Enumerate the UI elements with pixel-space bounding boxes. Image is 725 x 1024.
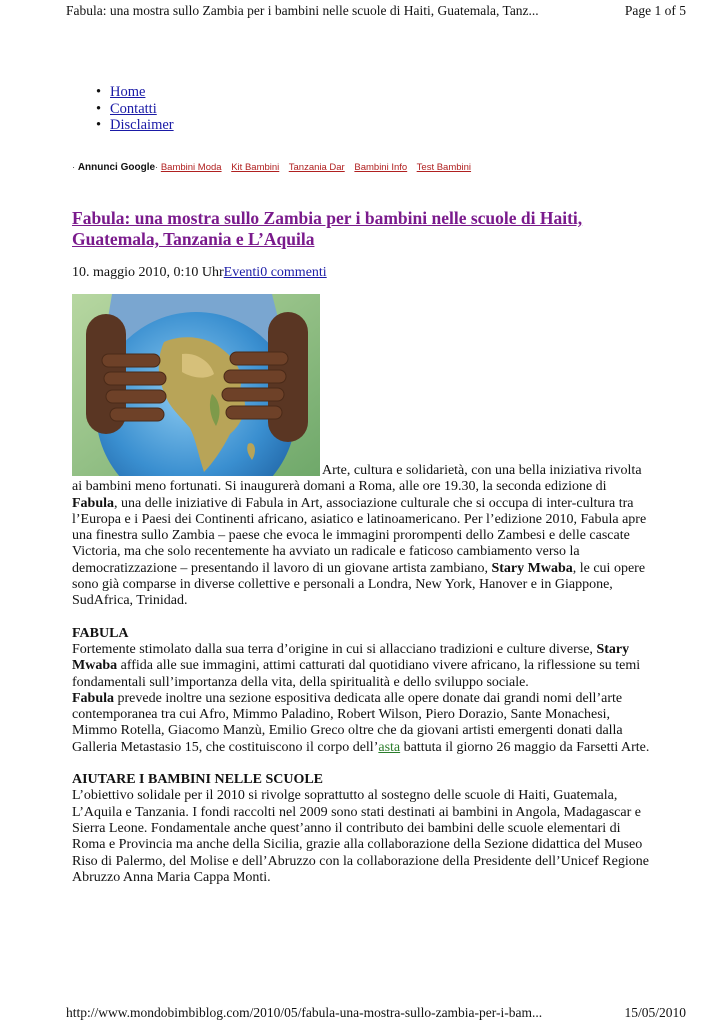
category-link[interactable]: Eventi — [223, 265, 261, 280]
page-url: http://www.mondobimbiblog.com/2010/05/fabula-una-mostra-sullo-zambia-per-i-bam... — [66, 1005, 543, 1020]
ads-label: Annunci Google — [77, 162, 156, 173]
paragraph-fabula-1: Fortemente stimolato dalla sua terra d’origine in cui si allacciano tradizioni e culture diverse, Stary Mwaba affida alle sue immagini, attimi catturati dal quotidiano vivere africano, la riflessione su temi fondamentali sull’importanza della vita, della spiritualità e dello sviluppo sociale. — [72, 641, 641, 690]
page-number: Page 1 of 5 — [624, 3, 686, 18]
nav-link-contatti[interactable]: Contatti — [110, 100, 157, 117]
nav-link-home[interactable]: Home — [110, 84, 146, 100]
comments-link[interactable]: 0 commenti — [260, 265, 327, 280]
print-footer — [66, 1005, 686, 1021]
nav-item-home — [96, 84, 174, 101]
article-date: 10. maggio 2010, 0:10 Uhr — [72, 265, 224, 280]
nav-item-contatti — [96, 101, 174, 118]
google-ads-bar: · Annunci Google· Bambini Moda Kit Bambini Tanzania Dar Bambini Info Test Bambini — [72, 162, 472, 173]
article-body — [72, 463, 650, 886]
asta-link[interactable]: asta — [378, 739, 401, 755]
ad-link-bambini-info[interactable]: Bambini Info — [354, 162, 408, 173]
nav-item-disclaimer — [96, 117, 174, 134]
paragraph-aiutare: L’obiettivo solidale per il 2010 si rivolge soprattutto al sostegno delle scuole di Haiti, Guatemala, L’Aquila e Tanzania. I fondi raccolti nel 2009 sono stati destinati ai bambini in Angola, Madagascar e Sierra Leone. Fondamentale anche quest’anno il contributo dei bambini delle scuole elementari di Roma e Provincia ma anche della Sicilia, grazie alla collaborazione della Sezione didattica del Museo Riso di Palermo, del Molise e dell’Abruzzo con la collaborazione della Presidente dell’Unicef Regione Abruzzo Anna Maria Cappa Monti. — [72, 788, 649, 885]
globe-image — [72, 294, 320, 476]
paragraph-intro: Arte, cultura e solidarietà, con una bella iniziativa rivolta ai bambini meno fortunati. Si inaugurerà domani a Roma, alle ore 19.30, la seconda edizione di Fabula, una delle iniziative di Fabula in Art, associazione culturale che si occupa di inter-cultura tra l’Europa e i Paesi dei Continenti africano, asiatico e latinoamericano. Per l’edizione 2010, Fabula apre una finestra sullo Zambia – paese che evoca le immagini prorompenti dello Zambesi e delle cascate Victoria, ma che solo recentemente ha avviato un radicale e faticoso cambiamento verso la democratizzazione – presentando il lavoro di un giovane artista zambiano, Stary Mwaba, le cui opere sono già comparse in diverse collettive e personali a Londra, New York, Hanover e in Giappone, SudAfrica, Trinidad. — [72, 463, 647, 609]
section-heading-fabula: FABULA — [72, 625, 129, 641]
ad-link-test-bambini[interactable]: Test Bambini — [416, 162, 472, 173]
print-header — [66, 3, 686, 19]
print-header-title: Fabula: una mostra sullo Zambia per i bambini nelle scuole di Haiti, Guatemala, Tanz... — [66, 3, 539, 18]
paragraph-fabula-2: Fabula prevede inoltre una sezione espositiva dedicata alle opere donate dai grandi nomi dell’arte contemporanea tra cui Afro, Mimmo Paladino, Robert Wilson, Piero Dorazio, Sante Monachesi, Mimmo Rotella, Giacomo Manzù, Emilio Greco oltre che da giovani artisti emergenti donati dalla Galleria Metastasio 15, che costituiscono il corpo dell’asta battuta il giorno 26 maggio da Farsetti Arte. — [72, 690, 650, 755]
print-date: 15/05/2010 — [624, 1005, 686, 1020]
site-nav — [96, 84, 174, 134]
article-meta — [72, 265, 327, 281]
article-title[interactable]: Fabula: una mostra sullo Zambia per i bambini nelle scuole di Haiti, Guatemala, Tanzania e L’Aquila — [72, 208, 583, 249]
globe-hands-photo — [72, 294, 320, 476]
nav-link-disclaimer[interactable]: Disclaimer — [110, 117, 174, 133]
section-heading-aiutare: AIUTARE I BAMBINI NELLE SCUOLE — [72, 772, 324, 788]
ad-link-bambini-moda[interactable]: Bambini Moda — [160, 162, 222, 173]
ad-link-kit-bambini[interactable]: Kit Bambini — [231, 162, 280, 173]
ad-link-tanzania-dar[interactable]: Tanzania Dar — [288, 162, 345, 173]
